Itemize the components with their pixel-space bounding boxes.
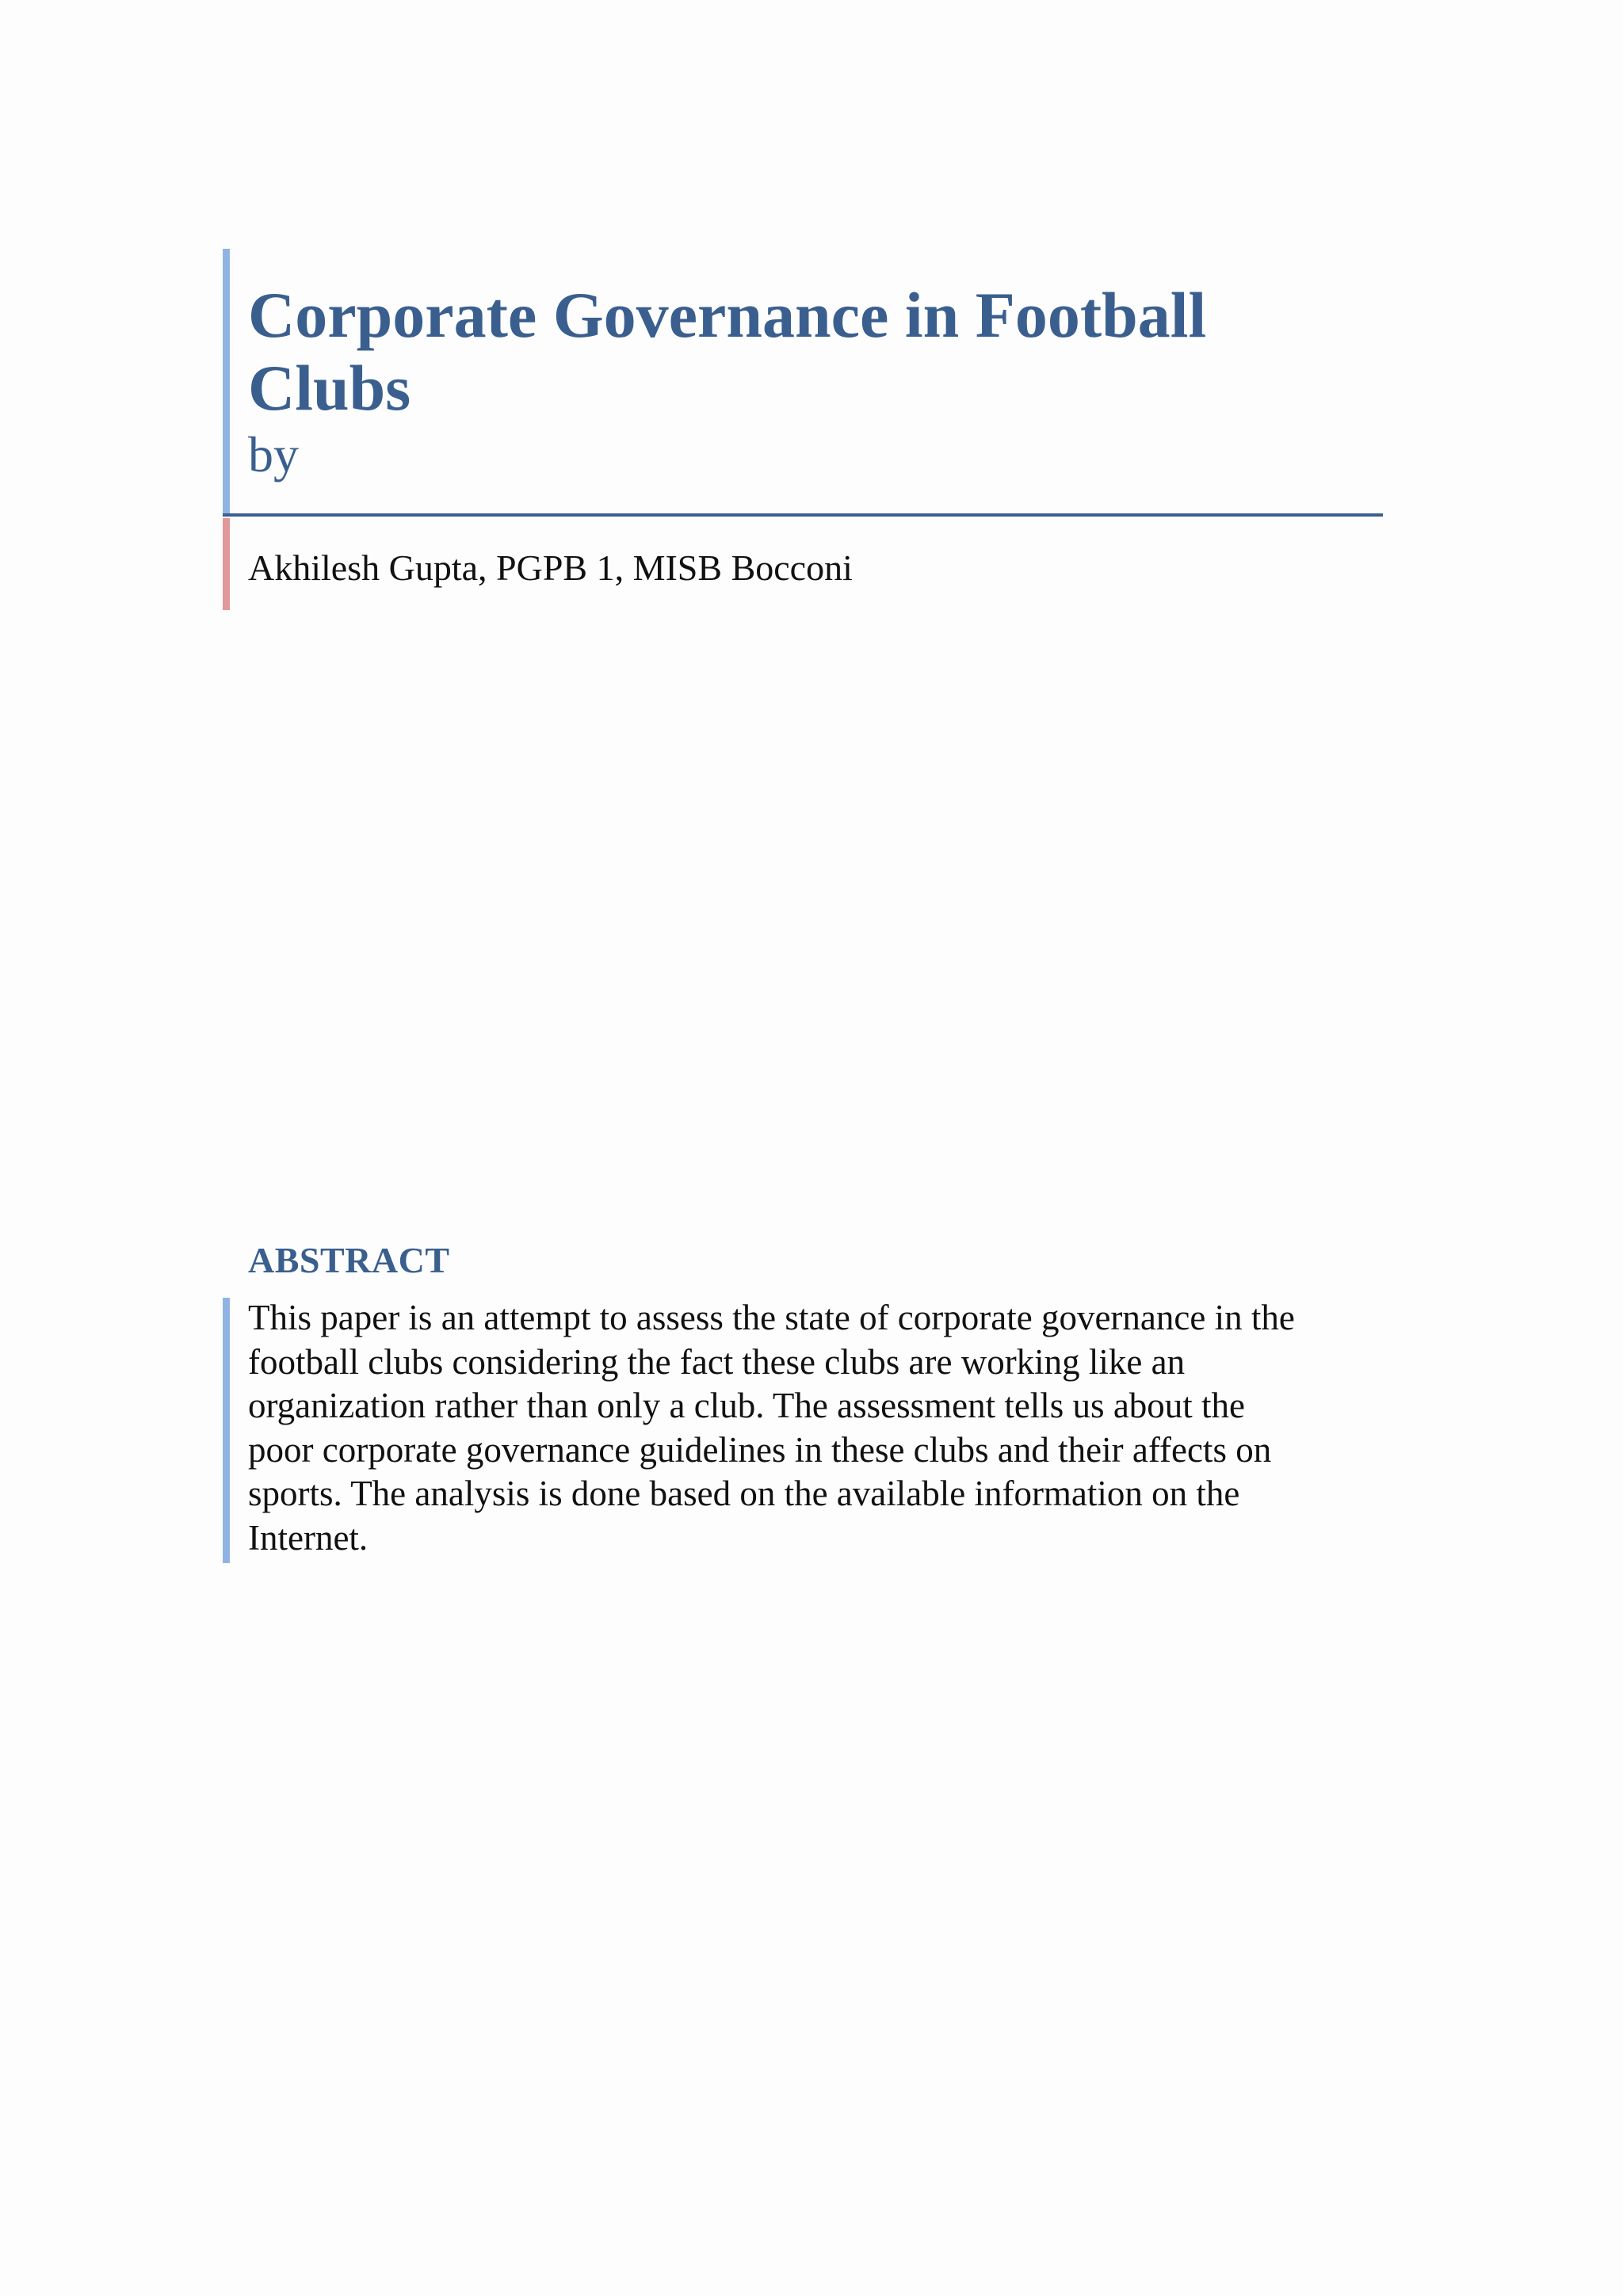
author-accent-bar xyxy=(223,518,230,610)
abstract-body xyxy=(248,1296,1373,1560)
abstract-line: poor corporate governance guidelines in these clubs and their affects on xyxy=(248,1429,1272,1470)
abstract-line: organization rather than only a club. The assessment tells us about the xyxy=(248,1386,1246,1425)
title-accent-bar xyxy=(223,249,230,515)
title-divider xyxy=(223,513,1383,517)
author-line: Akhilesh Gupta, PGPB 1, MISB Bocconi xyxy=(248,547,853,588)
abstract-line: Internet. xyxy=(248,1517,369,1558)
abstract-line: sports. The analysis is done based on the available information on the xyxy=(248,1474,1240,1513)
abstract-heading: ABSTRACT xyxy=(248,1240,450,1280)
abstract-block xyxy=(223,1298,1383,1563)
abstract-line: football clubs considering the fact these clubs are working like an xyxy=(248,1341,1186,1382)
abstract-line: This paper is an attempt to assess the state of corporate governance in the xyxy=(248,1298,1295,1337)
abstract-accent-bar xyxy=(223,1298,230,1563)
author-block xyxy=(223,518,1383,610)
title-block xyxy=(223,249,1383,515)
document-title: Corporate Governance in Football Clubs xyxy=(248,279,1207,424)
document-subtitle: by xyxy=(248,426,299,482)
